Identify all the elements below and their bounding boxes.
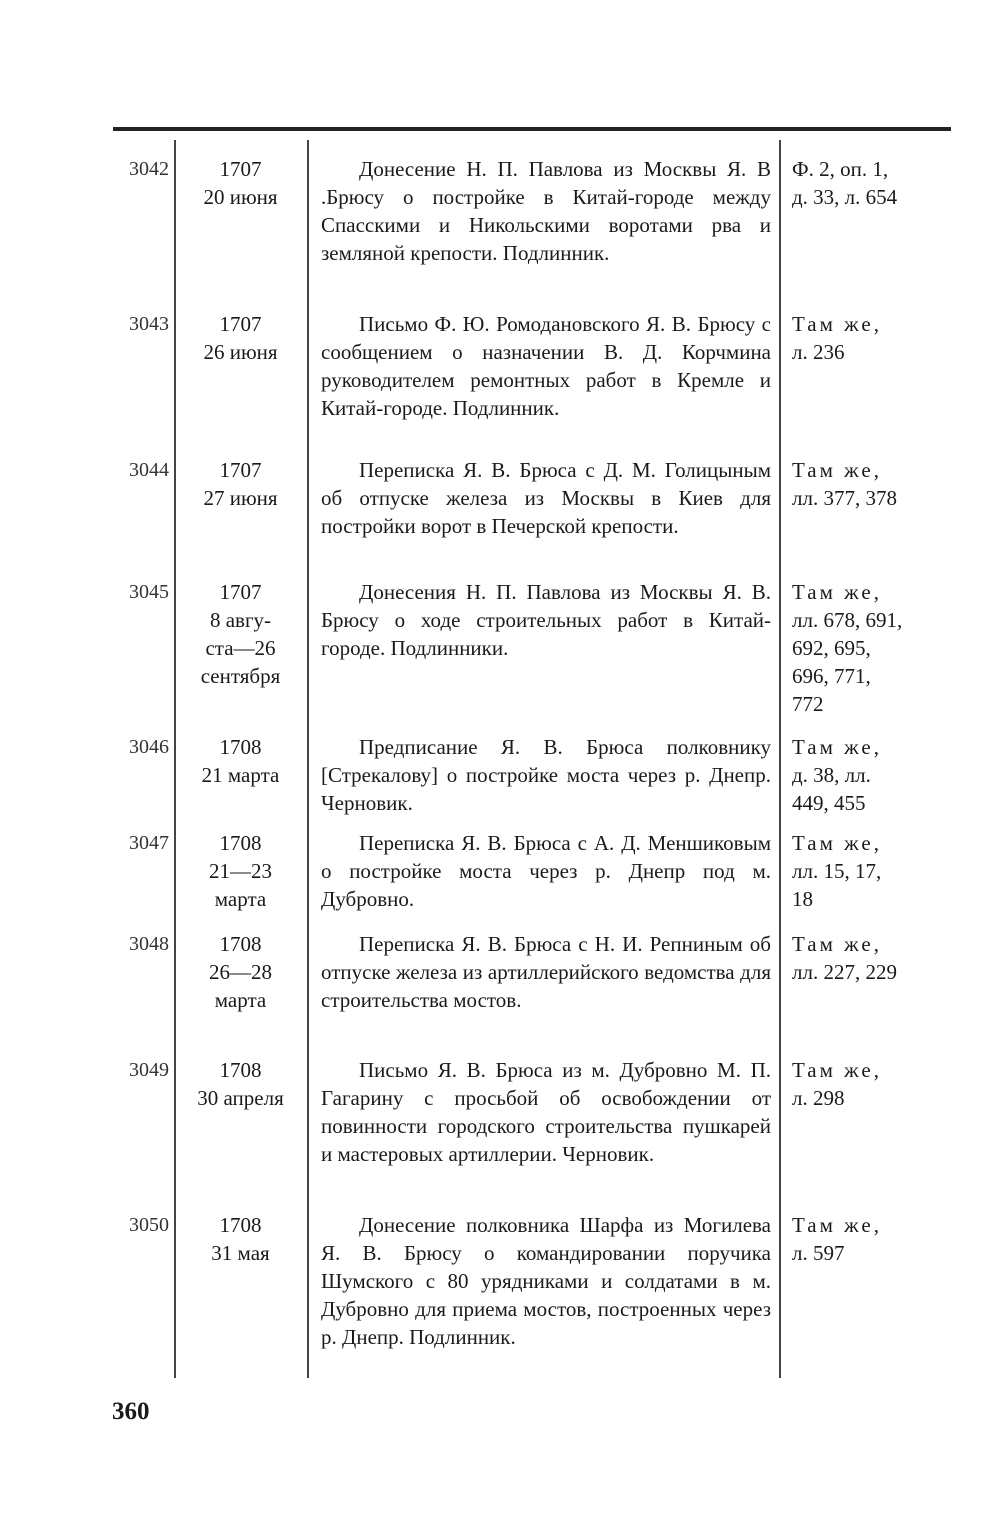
column-rule-2 [307,140,309,1378]
entry-number: 3050 [129,1214,169,1236]
column-rule-1 [174,140,176,1378]
entry-number: 3045 [129,581,169,603]
entry-date: 1707 20 июня [203,157,278,209]
entry-reference: Там же, л. 298 [792,1058,882,1110]
entry-reference: Ф. 2, оп. 1, д. 33, л. 654 [792,157,898,209]
entry-date: 1708 26—28 марта [209,932,272,1012]
entry-number: 3049 [129,1059,169,1081]
entry-reference: Там же, д. 38, лл. 449, 455 [792,735,882,815]
entry-description: Переписка Я. В. Брюса с Н. И. Репниным об отпуске железа из артиллерийского ведомства для строительства мостов. [321,932,771,1012]
entry-date: 1707 27 июня [203,458,278,510]
entry-number: 3046 [129,736,169,758]
page-number: 360 [112,1398,150,1425]
entry-date: 1708 30 апреля [197,1058,284,1110]
entry-number: 3042 [129,158,169,180]
entry-reference: Там же, лл. 678, 691, 692, 695, 696, 771, 772 [792,580,903,716]
entry-date: 1708 21 марта [201,735,280,787]
entry-reference: Там же, л. 597 [792,1213,882,1265]
entry-description: Переписка Я. В. Брюса с А. Д. Меншиковым о постройке моста через р. Днепр под м. Дубровно. [321,831,771,911]
entry-description: Донесения Н. П. Павлова из Москвы Я. В. Брюсу о ходе строительных работ в Китай-городе. Подлинники. [321,580,771,660]
entry-description: Предписание Я. В. Брюса полковнику [Стрекалову] о постройке моста через р. Днепр. Черновик. [321,735,771,815]
entry-date: 1707 26 июня [203,312,278,364]
entry-reference: Там же, лл. 15, 17, 18 [792,831,882,911]
entry-reference: Там же, л. 236 [792,312,882,364]
entry-description: Донесение полковника Шарфа из Могилева Я. В. Брюсу о командировании поручика Шумского с 80 урядниками и солдатами в м. Дубровно для приема мостов, построенных через р. Днепр. Подлинник. [321,1213,771,1349]
entry-reference: Там же, лл. 377, 378 [792,458,897,510]
entry-number: 3047 [129,832,169,854]
top-rule [113,127,951,131]
entry-description: Переписка Я. В. Брюса с Д. М. Голицыным об отпуске железа из Москвы в Киев для постройки ворот в Печерской крепости. [321,458,771,538]
entry-reference: Там же, лл. 227, 229 [792,932,897,984]
entry-description: Письмо Ф. Ю. Ромодановского Я. В. Брюсу с сообщением о назначении В. Д. Корчмина руководителем ремонтных работ в Кремле и Китай-городе. Подлинник. [321,312,771,420]
entry-description: Письмо Я. В. Брюса из м. Дубровно М. П. Гагарину с просьбой об освобождении от повинности городского строительства пушкарей и мастеровых артиллерии. Черновик. [321,1058,771,1166]
entry-date: 1708 21—23 марта [209,831,272,911]
column-rule-3 [779,140,781,1378]
entry-number: 3048 [129,933,169,955]
entry-date: 1707 8 авгу- ста—26 сентября [200,580,281,688]
entry-description: Донесение Н. П. Павлова из Москвы Я. В .Брюсу о постройке в Китай-городе между Спасскими и Никольскими воротами рва и земляной крепости. Подлинник. [321,157,771,265]
entry-number: 3044 [129,459,169,481]
entry-number: 3043 [129,313,169,335]
entry-date: 1708 31 мая [211,1213,270,1265]
